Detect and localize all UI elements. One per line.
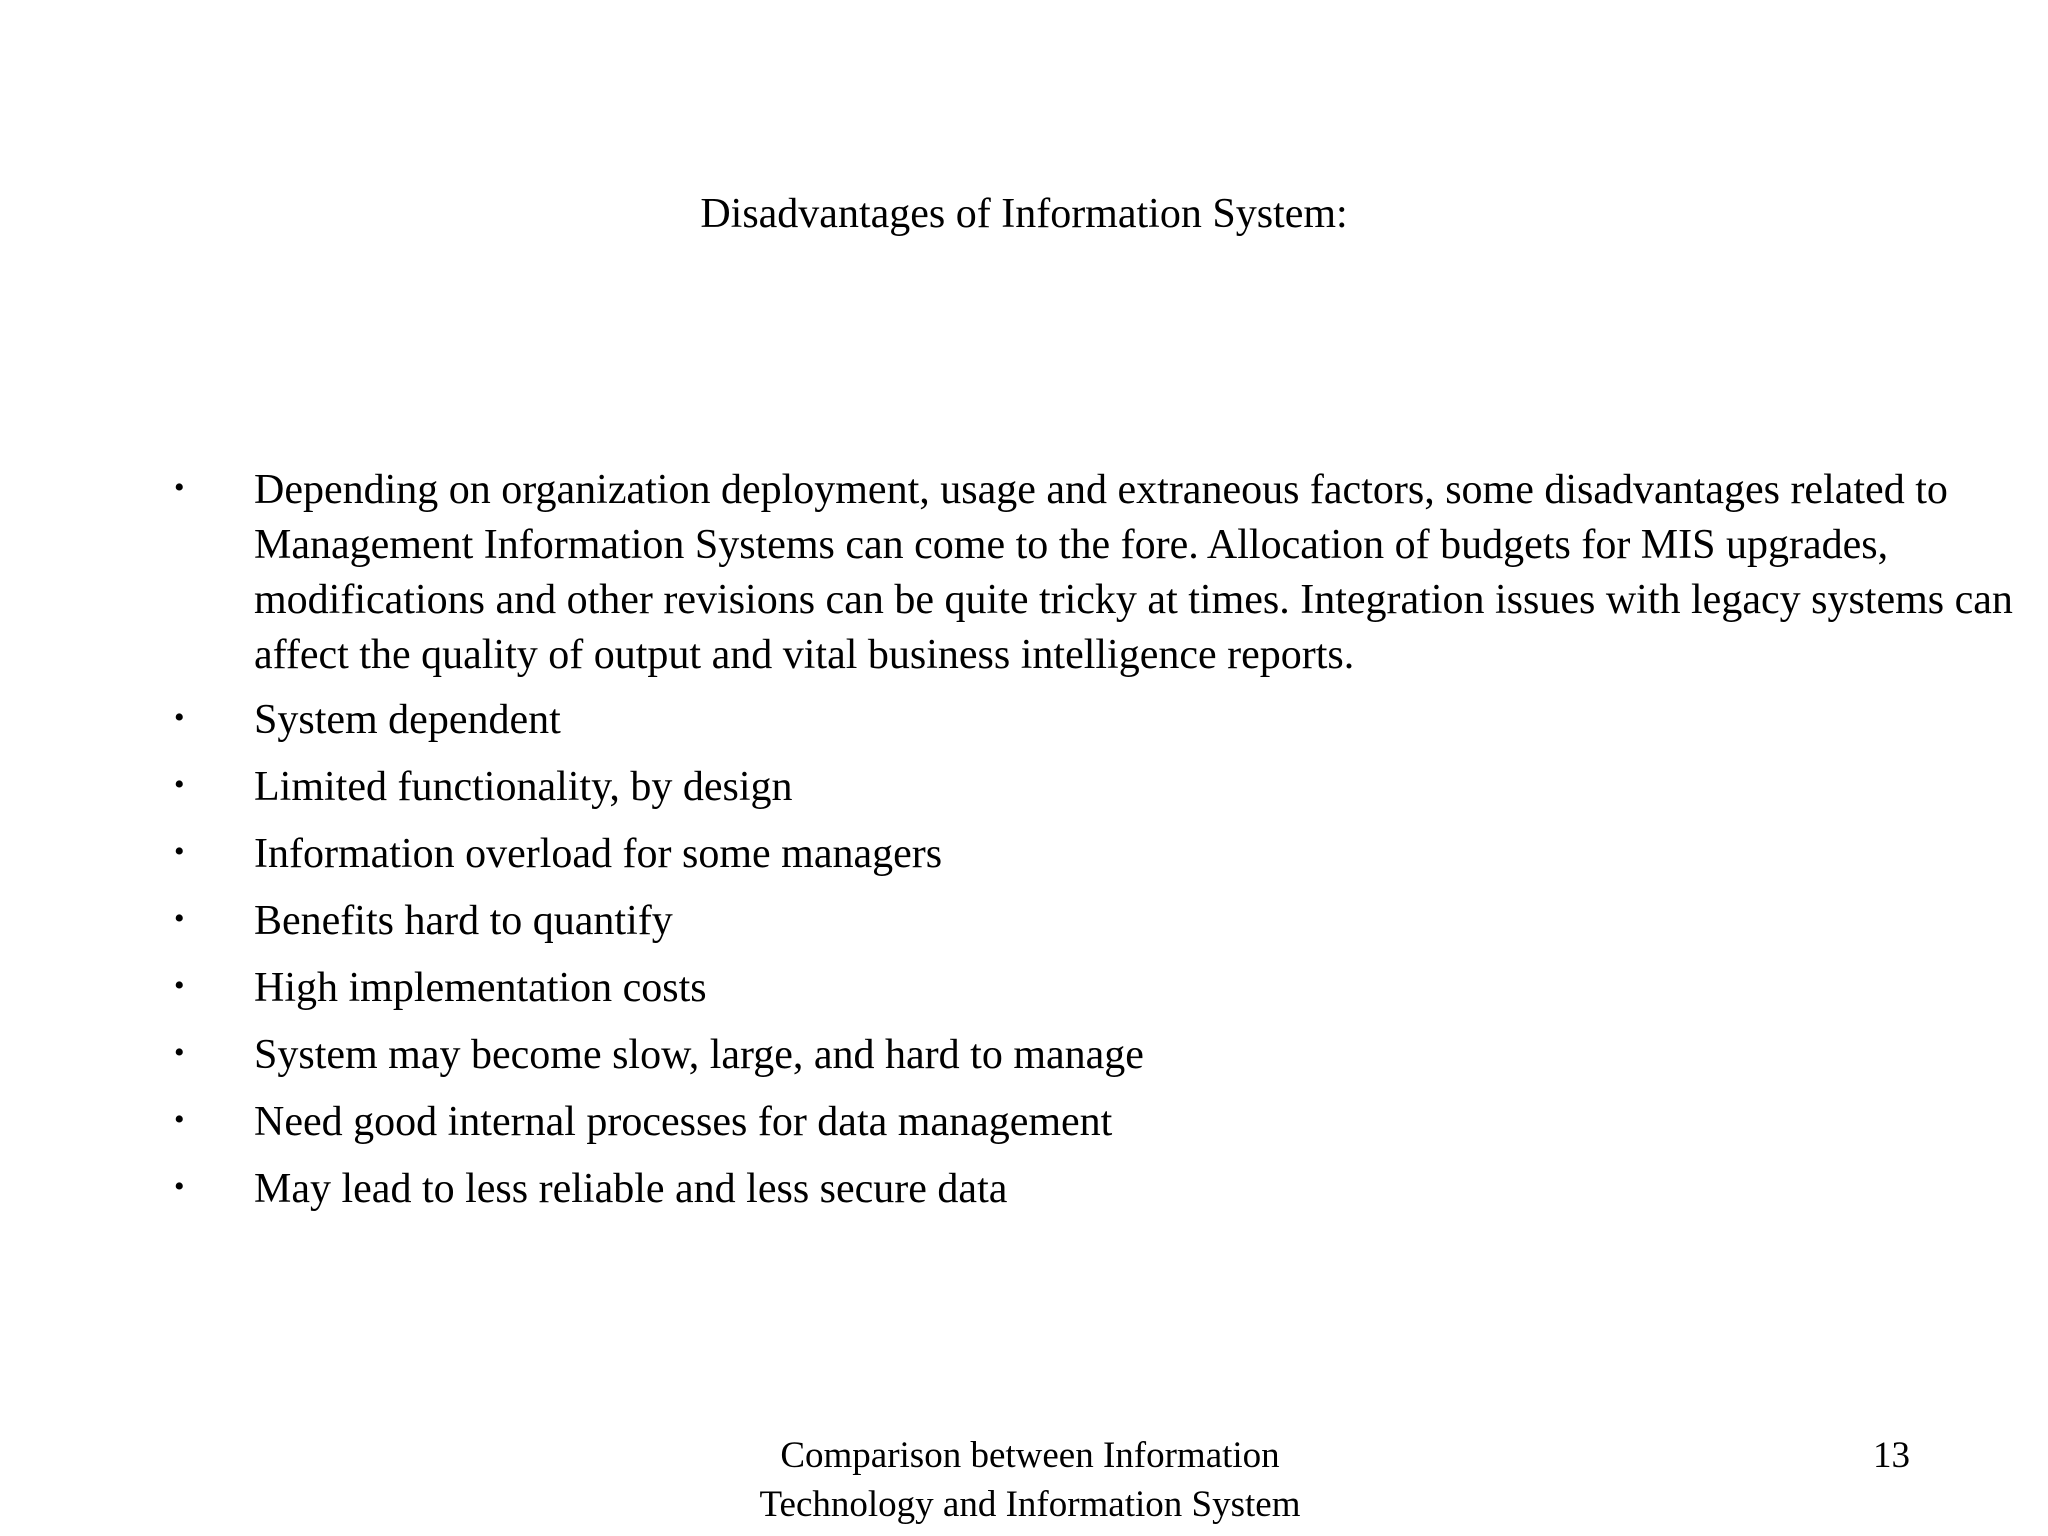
bullet-icon: •: [174, 1170, 185, 1203]
bullet-icon: •: [174, 969, 185, 1002]
bullet-item: [174, 693, 1874, 748]
bullet-item: [174, 1162, 1874, 1217]
bullet-text: Depending on organization deployment, usage and extraneous factors, some disadvantages related to Management Information Systems can come to the fore. Allocation of budgets for MIS upgrades, modifications and other revisions can be quite tricky at times. Integration issues with legacy systems can affect the quality of output and vital business intelligence reports.: [254, 467, 2013, 678]
footer-caption: [680, 1431, 1380, 1529]
bullet-text: May lead to less reliable and less secure data: [254, 1166, 1008, 1212]
bullet-item: [174, 1028, 1874, 1083]
slide-title: Disadvantages of Information System:: [700, 191, 1348, 237]
bullet-item: [174, 961, 1874, 1016]
bullet-item: [174, 827, 1874, 882]
bullet-item: [174, 894, 1874, 949]
bullet-icon: •: [174, 1036, 185, 1069]
bullet-icon: •: [174, 701, 185, 734]
bullet-icon: •: [174, 1103, 185, 1136]
bullet-list: [174, 463, 2013, 1229]
bullet-item: [174, 1095, 1874, 1150]
footer-line-1: Comparison between Information: [780, 1435, 1280, 1476]
bullet-text: Information overload for some managers: [254, 831, 943, 877]
bullet-icon: •: [174, 471, 185, 504]
bullet-icon: •: [174, 835, 185, 868]
bullet-text: System may become slow, large, and hard to manage: [254, 1032, 1144, 1078]
bullet-text: System dependent: [254, 697, 561, 743]
bullet-text: Benefits hard to quantify: [254, 898, 673, 944]
bullet-text: Need good internal processes for data management: [254, 1099, 1113, 1145]
bullet-item: [174, 760, 1874, 815]
bullet-item: [174, 463, 2044, 683]
bullet-text: High implementation costs: [254, 965, 707, 1011]
bullet-icon: •: [174, 902, 185, 935]
bullet-icon: •: [174, 768, 185, 801]
footer-line-2: Technology and Information System: [759, 1484, 1301, 1525]
page-number: 13: [1873, 1435, 1910, 1476]
bullet-text: Limited functionality, by design: [254, 764, 793, 810]
